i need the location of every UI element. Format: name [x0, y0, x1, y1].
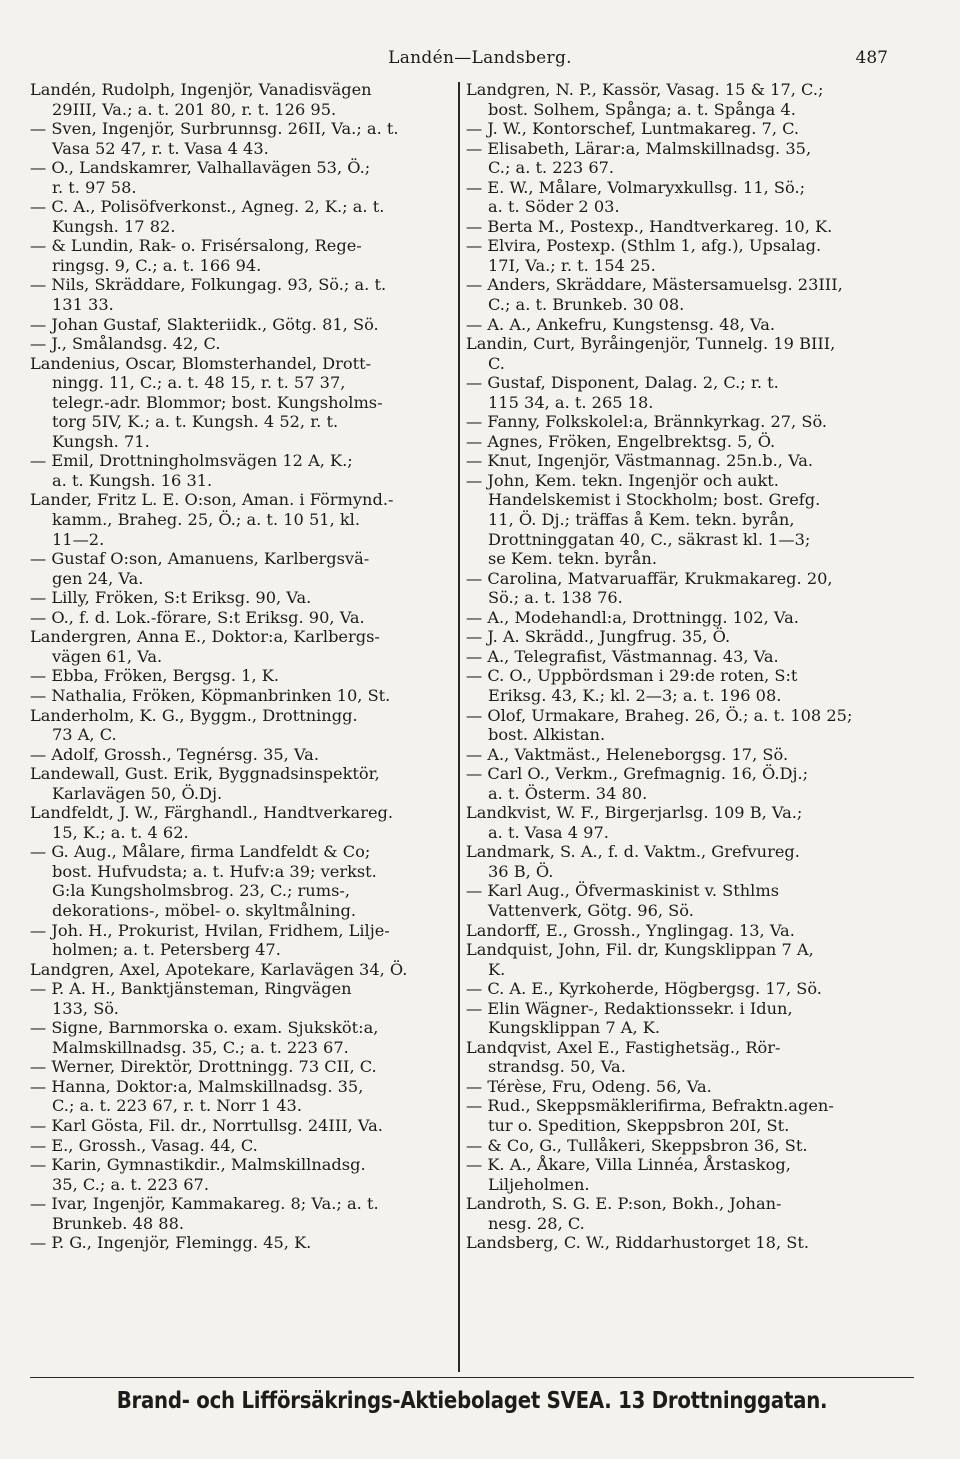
- entry-line: — Karl Aug., Öfvermaskinist v. Sthlms: [466, 881, 779, 901]
- entry-line: — & Co, G., Tullåkeri, Skeppsbron 36, St.: [466, 1135, 808, 1155]
- entry-line: — Rud., Skeppsmäklerifirma, Befraktn.agen-: [466, 1096, 834, 1116]
- entry-line: 115 34, a. t. 265 18.: [488, 392, 654, 412]
- entry-line: a. t. Vasa 4 97.: [488, 822, 609, 842]
- entry-line: C.; a. t. 223 67, r. t. Norr 1 43.: [52, 1096, 302, 1116]
- entry-line: — Werner, Direktör, Drottningg. 73 CII, C.: [30, 1057, 377, 1077]
- entry-line: — Hanna, Doktor:a, Malmskillnadsg. 35,: [30, 1076, 364, 1096]
- entry-line: — Térèse, Fru, Odeng. 56, Va.: [466, 1076, 712, 1096]
- entry-line: ringsg. 9, C.; a. t. 166 94.: [52, 255, 262, 275]
- entry-line: Landgren, N. P., Kassör, Vasag. 15 & 17, C.;: [466, 80, 824, 99]
- entry-line: Landquist, John, Fil. dr, Kungsklippan 7 A,: [466, 940, 814, 960]
- entry-line: Brunkeb. 48 88.: [52, 1213, 185, 1233]
- entry-line: — O., Landskamrer, Valhallavägen 53, Ö.;: [30, 158, 371, 178]
- entry-line: telegr.-adr. Blommor; bost. Kungsholms-: [52, 392, 383, 412]
- entry-line: — Joh. H., Prokurist, Hvilan, Fridhem, Lilje-: [30, 920, 390, 940]
- entry-line: strandsg. 50, Va.: [488, 1057, 626, 1077]
- entry-line: 11, Ö. Dj.; träffas å Kem. tekn. byrån,: [488, 510, 795, 530]
- entry-line: — A., Vaktmäst., Heleneborgsg. 17, Sö.: [466, 744, 789, 764]
- entry-line: dekorations-, möbel- o. skyltmålning.: [52, 900, 357, 920]
- entry-line: Landenius, Oscar, Blomsterhandel, Drott-: [30, 353, 372, 373]
- entry-line: — G. Aug., Målare, firma Landfeldt & Co;: [30, 842, 371, 862]
- entry-line: — Agnes, Fröken, Engelbrektsg. 5, Ö.: [466, 431, 776, 451]
- entry-line: nesg. 28, C.: [488, 1213, 585, 1233]
- entry-line: — Elvira, Postexp. (Sthlm 1, afg.), Upsalag.: [466, 236, 822, 256]
- entry-line: — P. G., Ingenjör, Flemingg. 45, K.: [30, 1233, 312, 1253]
- entry-line: — Berta M., Postexp., Handtverkareg. 10, K.: [466, 216, 833, 236]
- entry-line: 36 B, Ö.: [488, 861, 554, 881]
- entry-line: C.: [488, 353, 505, 373]
- entry-line: gen 24, Va.: [52, 568, 144, 588]
- entry-line: Handelskemist i Stockholm; bost. Grefg.: [488, 490, 821, 510]
- entry-line: bost. Alkistan.: [488, 725, 606, 745]
- footer-advert: Brand- och Lifförsäkrings-Aktiebolaget SVEA. 13 Drottninggatan.: [116, 1386, 828, 1414]
- entry-line: Eriksg. 43, K.; kl. 2—3; a. t. 196 08.: [488, 685, 782, 705]
- entry-line: Kungsklippan 7 A, K.: [488, 1018, 661, 1038]
- entry-line: — Knut, Ingenjör, Västmannag. 25n.b., Va.: [466, 451, 814, 471]
- entry-line: C.; a. t. 223 67.: [488, 158, 615, 178]
- entry-line: Vattenverk, Götg. 96, Sö.: [488, 900, 694, 920]
- entry-line: — Ebba, Fröken, Bergsg. 1, K.: [30, 666, 280, 686]
- entry-line: bost. Solhem, Spånga; a. t. Spånga 4.: [488, 99, 796, 119]
- entry-line: holmen; a. t. Petersberg 47.: [52, 940, 281, 960]
- entry-line: — Sven, Ingenjör, Surbrunnsg. 26II, Va.; a. t.: [30, 119, 399, 139]
- entry-line: 133, Sö.: [52, 998, 119, 1018]
- entry-line: — A., Modehandl:a, Drottningg. 102, Va.: [466, 607, 799, 627]
- entry-line: — Gustaf O:son, Amanuens, Karlbergsvä-: [30, 549, 370, 569]
- entry-line: — Nathalia, Fröken, Köpmanbrinken 10, St.: [30, 685, 391, 705]
- entry-line: — Carolina, Matvaruaffär, Krukmakareg. 20,: [466, 568, 833, 588]
- entry-line: — Karl Gösta, Fil. dr., Norrtullsg. 24III, Va.: [30, 1115, 383, 1135]
- entry-line: — Lilly, Fröken, S:t Eriksg. 90, Va.: [30, 588, 312, 608]
- column-divider: [458, 82, 460, 1372]
- entry-line: 73 A, C.: [52, 725, 117, 745]
- entry-line: — J. W., Kontorschef, Luntmakareg. 7, C.: [466, 119, 800, 139]
- entry-line: r. t. 97 58.: [52, 177, 137, 197]
- entry-line: — Johan Gustaf, Slakteriidk., Götg. 81, Sö.: [30, 314, 379, 334]
- entry-line: — Signe, Barnmorska o. exam. Sjuksköt:a,: [30, 1018, 379, 1038]
- entry-line: Kungsh. 71.: [52, 431, 150, 451]
- entry-line: — John, Kem. tekn. Ingenjör och aukt.: [466, 470, 779, 490]
- entry-line: — C. A. E., Kyrkoherde, Högbergsg. 17, Sö.: [466, 979, 822, 999]
- entry-line: — E. W., Målare, Volmaryxkullsg. 11, Sö.;: [466, 177, 806, 197]
- entry-line: ningg. 11, C.; a. t. 48 15, r. t. 57 37,: [52, 373, 346, 393]
- entry-line: — Karin, Gymnastikdir., Malmskillnadsg.: [30, 1155, 366, 1175]
- entry-line: Landroth, S. G. E. P:son, Bokh., Johan-: [466, 1194, 782, 1214]
- entry-line: — Elin Wägner-, Redaktionssekr. i Idun,: [466, 998, 793, 1018]
- entry-line: Landewall, Gust. Erik, Byggnadsinspektör,: [30, 764, 380, 784]
- entry-line: a. t. Kungsh. 16 31.: [52, 470, 213, 490]
- entry-line: — Anders, Skräddare, Mästersamuelsg. 23III,: [466, 275, 843, 295]
- entry-line: 15, K.; a. t. 4 62.: [52, 822, 189, 842]
- entry-line: — Carl O., Verkm., Grefmagnig. 16, Ö.Dj.;: [466, 764, 809, 784]
- entry-line: — Gustaf, Disponent, Dalag. 2, C.; r. t.: [466, 373, 779, 393]
- entry-line: Malmskillnadsg. 35, C.; a. t. 223 67.: [52, 1037, 349, 1057]
- entry-line: — Elisabeth, Lärar:a, Malmskillnadsg. 35,: [466, 138, 812, 158]
- entry-line: a. t. Söder 2 03.: [488, 197, 620, 217]
- entry-line: Lander, Fritz L. E. O:son, Aman. i Förmynd.-: [30, 490, 394, 510]
- entry-line: Landfeldt, J. W., Färghandl., Handtverkareg.: [30, 803, 394, 823]
- entry-line: — K. A., Åkare, Villa Linnéa, Årstaskog,: [466, 1155, 791, 1175]
- footer-rule: [30, 1377, 914, 1378]
- entry-line: Liljeholmen.: [488, 1174, 590, 1194]
- entry-line: 11—2.: [52, 529, 105, 549]
- entry-line: Sö.; a. t. 138 76.: [488, 588, 623, 608]
- entry-line: Landin, Curt, Byråingenjör, Tunnelg. 19 BIII,: [466, 334, 836, 354]
- entry-line: — Emil, Drottningholmsvägen 12 A, K.;: [30, 451, 353, 471]
- entry-line: Drottninggatan 40, C., säkrast kl. 1—3;: [488, 529, 811, 549]
- entry-line: Landgren, Axel, Apotekare, Karlavägen 34, Ö.: [30, 959, 408, 979]
- running-title: Landén—Landsberg.: [388, 48, 572, 68]
- right-column: [466, 80, 914, 1253]
- entry-line: — Adolf, Grossh., Tegnérsg. 35, Va.: [30, 744, 319, 764]
- entry-line: Landorff, E., Grossh., Ynglingag. 13, Va.: [466, 920, 795, 940]
- page-number: 487: [855, 48, 888, 68]
- entry-line: Kungsh. 17 82.: [52, 216, 176, 236]
- entry-line: Landkvist, W. F., Birgerjarlsg. 109 B, Va.;: [466, 803, 803, 823]
- entry-line: — Fanny, Folkskolel:a, Brännkyrkag. 27, Sö.: [466, 412, 828, 432]
- entry-line: — Nils, Skräddare, Folkungag. 93, Sö.; a. t.: [30, 275, 387, 295]
- entry-line: G:la Kungsholmsbrog. 23, C.; rums-,: [52, 881, 350, 901]
- entry-line: tur o. Spedition, Skeppsbron 20I, St.: [488, 1115, 790, 1135]
- entry-line: — A., Telegrafist, Västmannag. 43, Va.: [466, 646, 779, 666]
- entry-line: Landén, Rudolph, Ingenjör, Vanadisvägen: [30, 80, 372, 99]
- entry-line: 35, C.; a. t. 223 67.: [52, 1174, 209, 1194]
- entry-line: torg 5IV, K.; a. t. Kungsh. 4 52, r. t.: [52, 412, 339, 432]
- entry-line: C.; a. t. Brunkeb. 30 08.: [488, 295, 685, 315]
- entry-line: Landmark, S. A., f. d. Vaktm., Grefvureg.: [466, 842, 800, 862]
- entry-line: — Ivar, Ingenjör, Kammakareg. 8; Va.; a. t.: [30, 1194, 379, 1214]
- entry-line: 131 33.: [52, 295, 114, 315]
- left-column: [30, 80, 454, 1253]
- entry-line: Karlavägen 50, Ö.Dj.: [52, 783, 223, 803]
- entry-line: vägen 61, Va.: [52, 646, 163, 666]
- entry-line: 29III, Va.; a. t. 201 80, r. t. 126 95.: [52, 99, 337, 119]
- entry-line: a. t. Österm. 34 80.: [488, 783, 648, 803]
- entry-line: — Olof, Urmakare, Braheg. 26, Ö.; a. t. 108 25;: [466, 705, 853, 725]
- entry-line: — E., Grossh., Vasag. 44, C.: [30, 1135, 258, 1155]
- entry-line: kamm., Braheg. 25, Ö.; a. t. 10 51, kl.: [52, 510, 360, 530]
- entry-line: — C. O., Uppbördsman i 29:de roten, S:t: [466, 666, 798, 686]
- entry-line: — O., f. d. Lok.-förare, S:t Eriksg. 90, Va.: [30, 607, 365, 627]
- entry-line: K.: [488, 959, 506, 979]
- entry-line: 17I, Va.; r. t. 154 25.: [488, 255, 656, 275]
- entry-line: se Kem. tekn. byrån.: [488, 549, 657, 569]
- entry-line: Landsberg, C. W., Riddarhustorget 18, St.: [466, 1233, 810, 1253]
- entry-line: — P. A. H., Banktjänsteman, Ringvägen: [30, 979, 352, 999]
- entry-line: — J., Smålandsg. 42, C.: [30, 334, 221, 354]
- entry-line: — A. A., Ankefru, Kungstensg. 48, Va.: [466, 314, 776, 334]
- entry-line: bost. Hufvudsta; a. t. Hufv:a 39; verkst.: [52, 861, 377, 881]
- entry-line: Landerholm, K. G., Byggm., Drottningg.: [30, 705, 358, 725]
- entry-line: Landergren, Anna E., Doktor:a, Karlbergs-: [30, 627, 380, 647]
- entry-line: — J. A. Skrädd., Jungfrug. 35, Ö.: [466, 627, 731, 647]
- entry-line: — C. A., Polisöfverkonst., Agneg. 2, K.; a. t.: [30, 197, 385, 217]
- entry-line: — & Lundin, Rak- o. Frisérsalong, Rege-: [30, 236, 362, 256]
- entry-line: Vasa 52 47, r. t. Vasa 4 43.: [52, 138, 269, 158]
- entry-line: Landqvist, Axel E., Fastighetsäg., Rör-: [466, 1037, 781, 1057]
